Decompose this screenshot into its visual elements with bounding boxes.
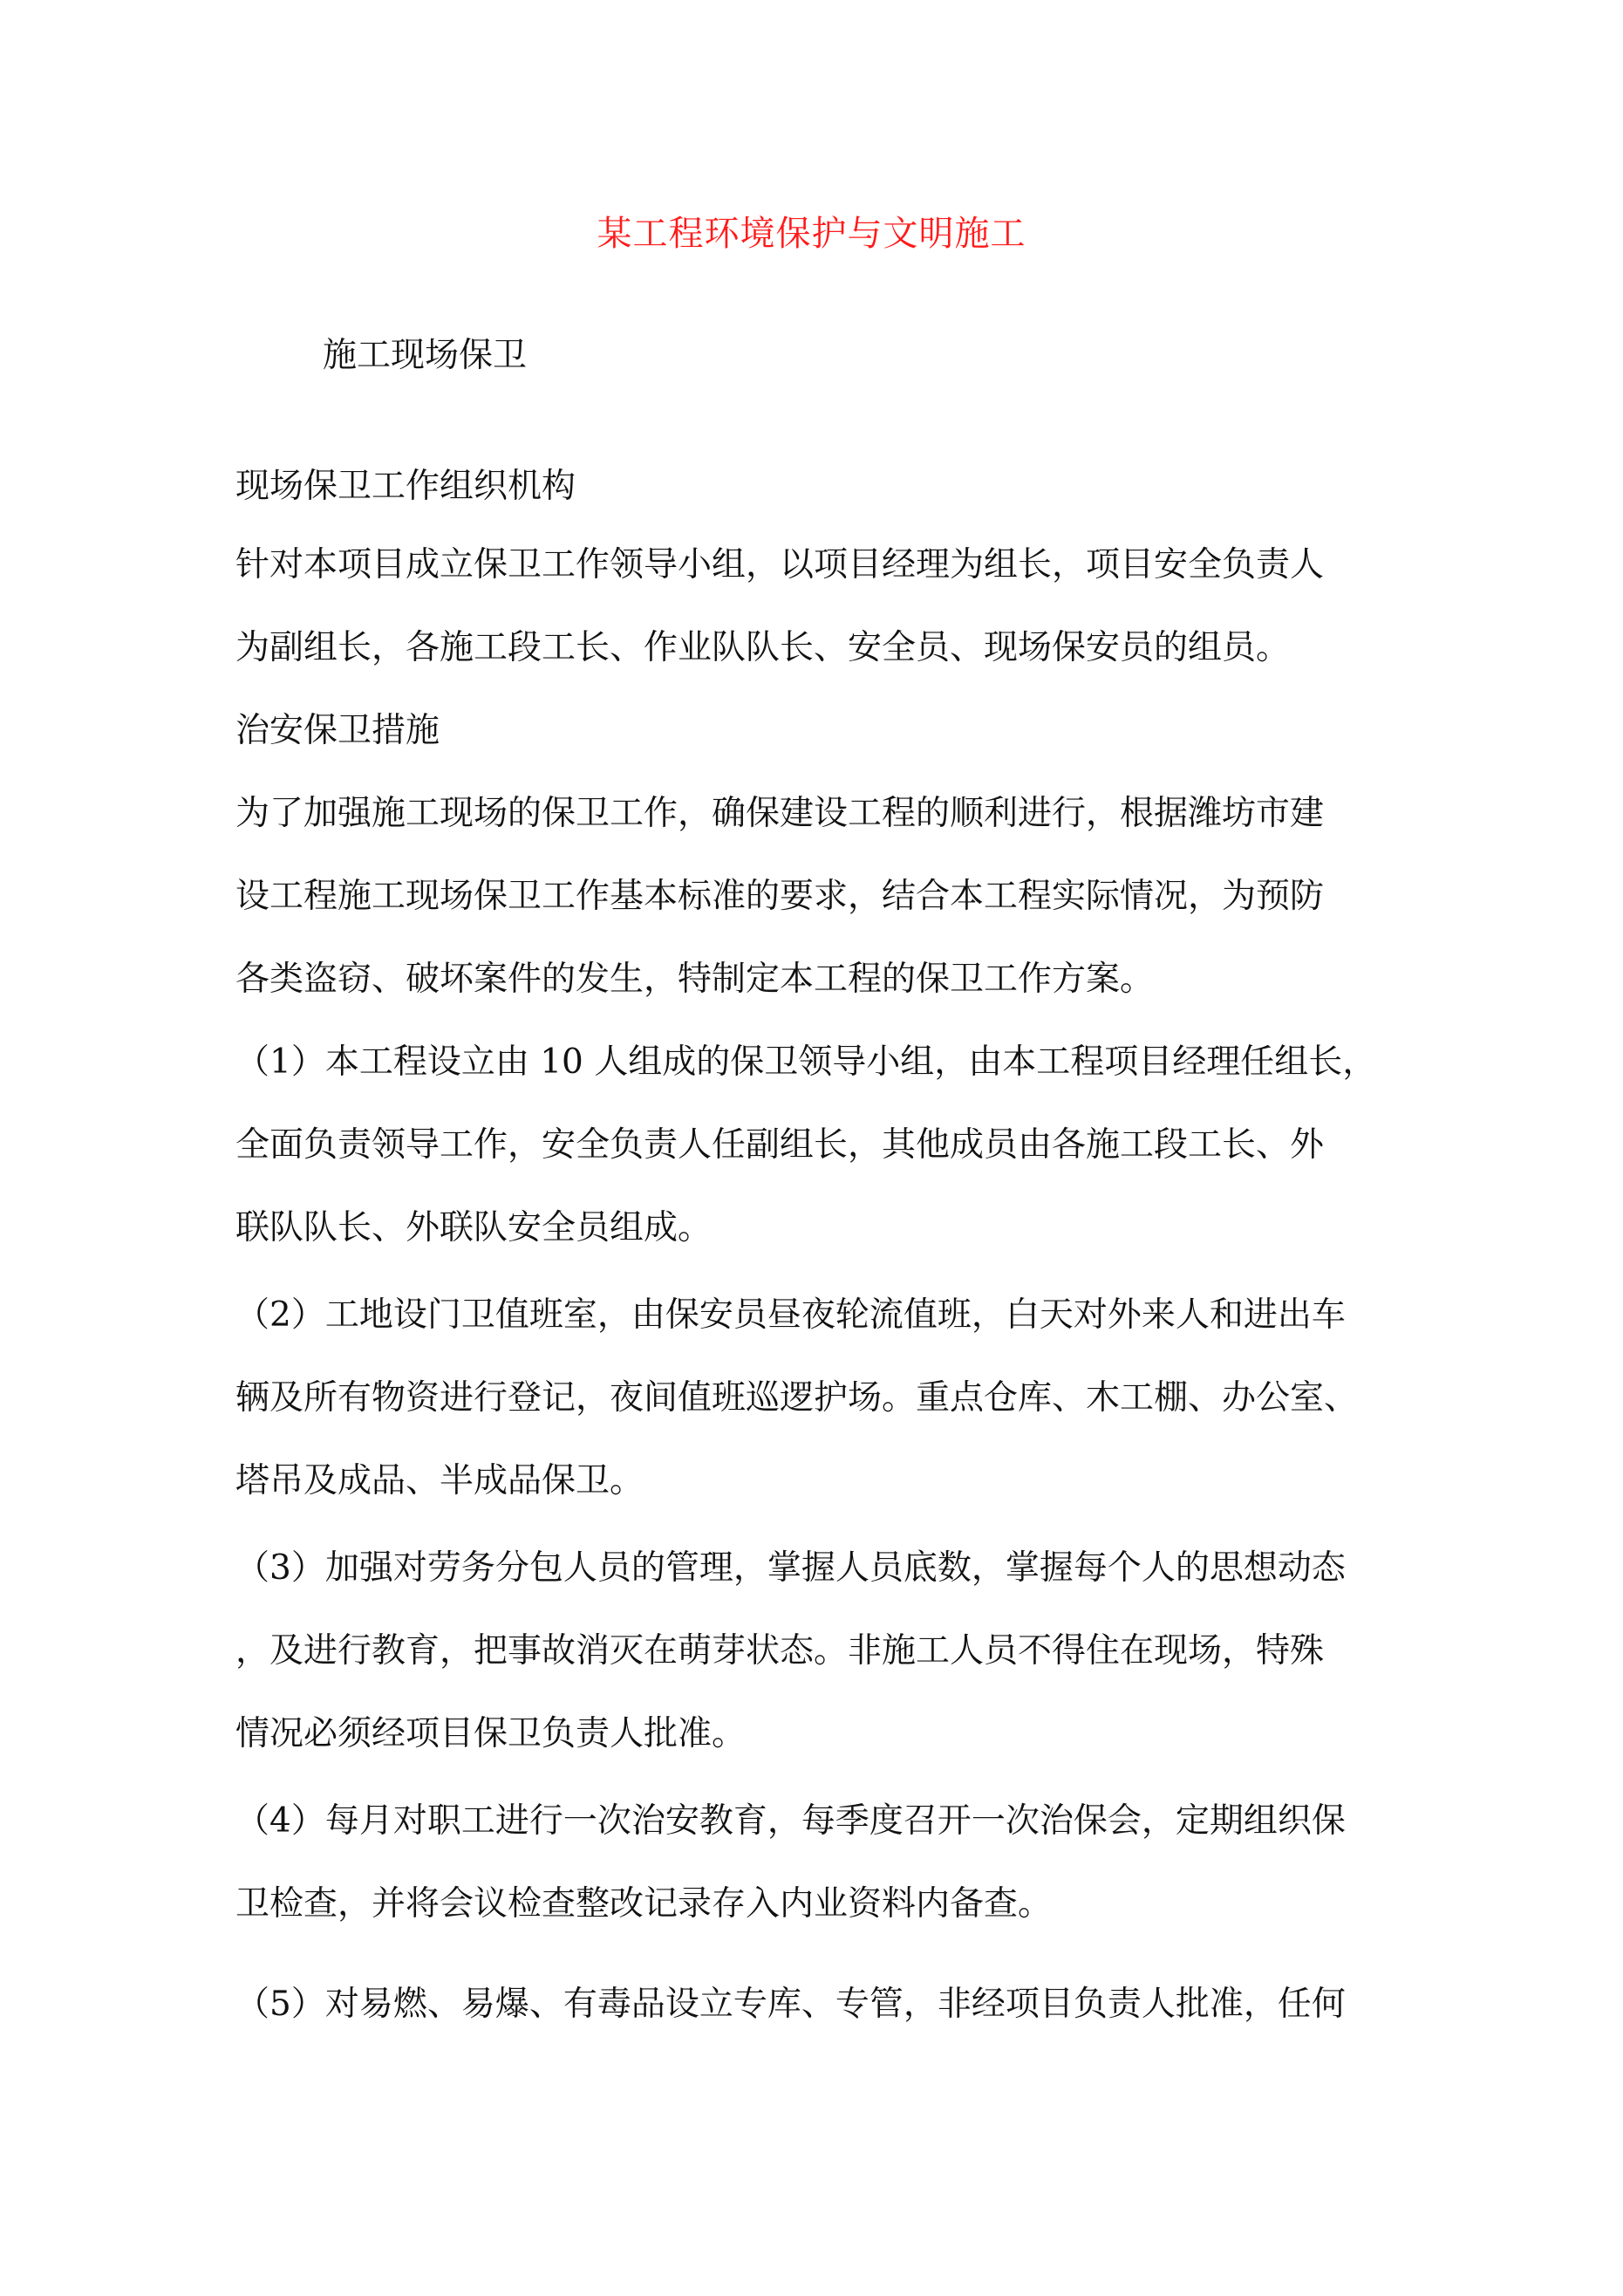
text-line: 辆及所有物资进行登记，夜间值班巡逻护场。重点仓库、木工棚、办公室、 [235, 1378, 1359, 1418]
text-line: （5）对易燃、易爆、有毒品设立专库、专管，非经项目负责人批准，任何 [235, 1985, 1346, 2024]
text-line: 现场保卫工作组织机构 [235, 467, 576, 506]
text-line: （2）工地设门卫值班室，由保安员昼夜轮流值班，白天对外来人和进出车 [235, 1295, 1346, 1335]
text-line: 为了加强施工现场的保卫工作，确保建设工程的顺利进行，根据潍坊市建 [235, 794, 1325, 833]
text-line: 针对本项目成立保卫工作领导小组，以项目经理为组长，项目安全负责人 [235, 545, 1325, 584]
text-line: 全面负责领导工作，安全负责人任副组长，其他成员由各施工段工长、外 [235, 1125, 1325, 1165]
text-line: 各类盗窃、破坏案件的发生，特制定本工程的保卫工作方案。 [235, 960, 1155, 999]
text-line: ，及进行教育，把事故消灭在萌芽状态。非施工人员不得住在现场，特殊 [235, 1631, 1325, 1671]
document-title: 某工程环境保护与文明施工 [597, 214, 1026, 254]
text-line: （4）每月对职工进行一次治安教育，每季度召开一次治保会，定期组织保 [235, 1801, 1346, 1841]
text-line: 设工程施工现场保卫工作基本标准的要求，结合本工程实际情况，为预防 [235, 877, 1325, 916]
text-line: 联队队长、外联队安全员组成。 [235, 1208, 713, 1247]
text-line: 塔吊及成品、半成品保卫。 [235, 1461, 644, 1500]
text-line: 情况必须经项目保卫负责人批准。 [235, 1714, 747, 1753]
text-line: （1）本工程设立由 10 人组成的保卫领导小组，由本工程项目经理任组长， [235, 1042, 1377, 1082]
text-line: 为副组长，各施工段工长、作业队队长、安全员、现场保安员的组员。 [235, 628, 1291, 667]
section-heading: 施工现场保卫 [323, 336, 528, 375]
text-line: （3）加强对劳务分包人员的管理，掌握人员底数，掌握每个人的思想动态 [235, 1548, 1346, 1588]
text-line: 卫检查，并将会议检查整改记录存入内业资料内备查。 [235, 1884, 1053, 1924]
text-line: 治安保卫措施 [235, 711, 440, 750]
